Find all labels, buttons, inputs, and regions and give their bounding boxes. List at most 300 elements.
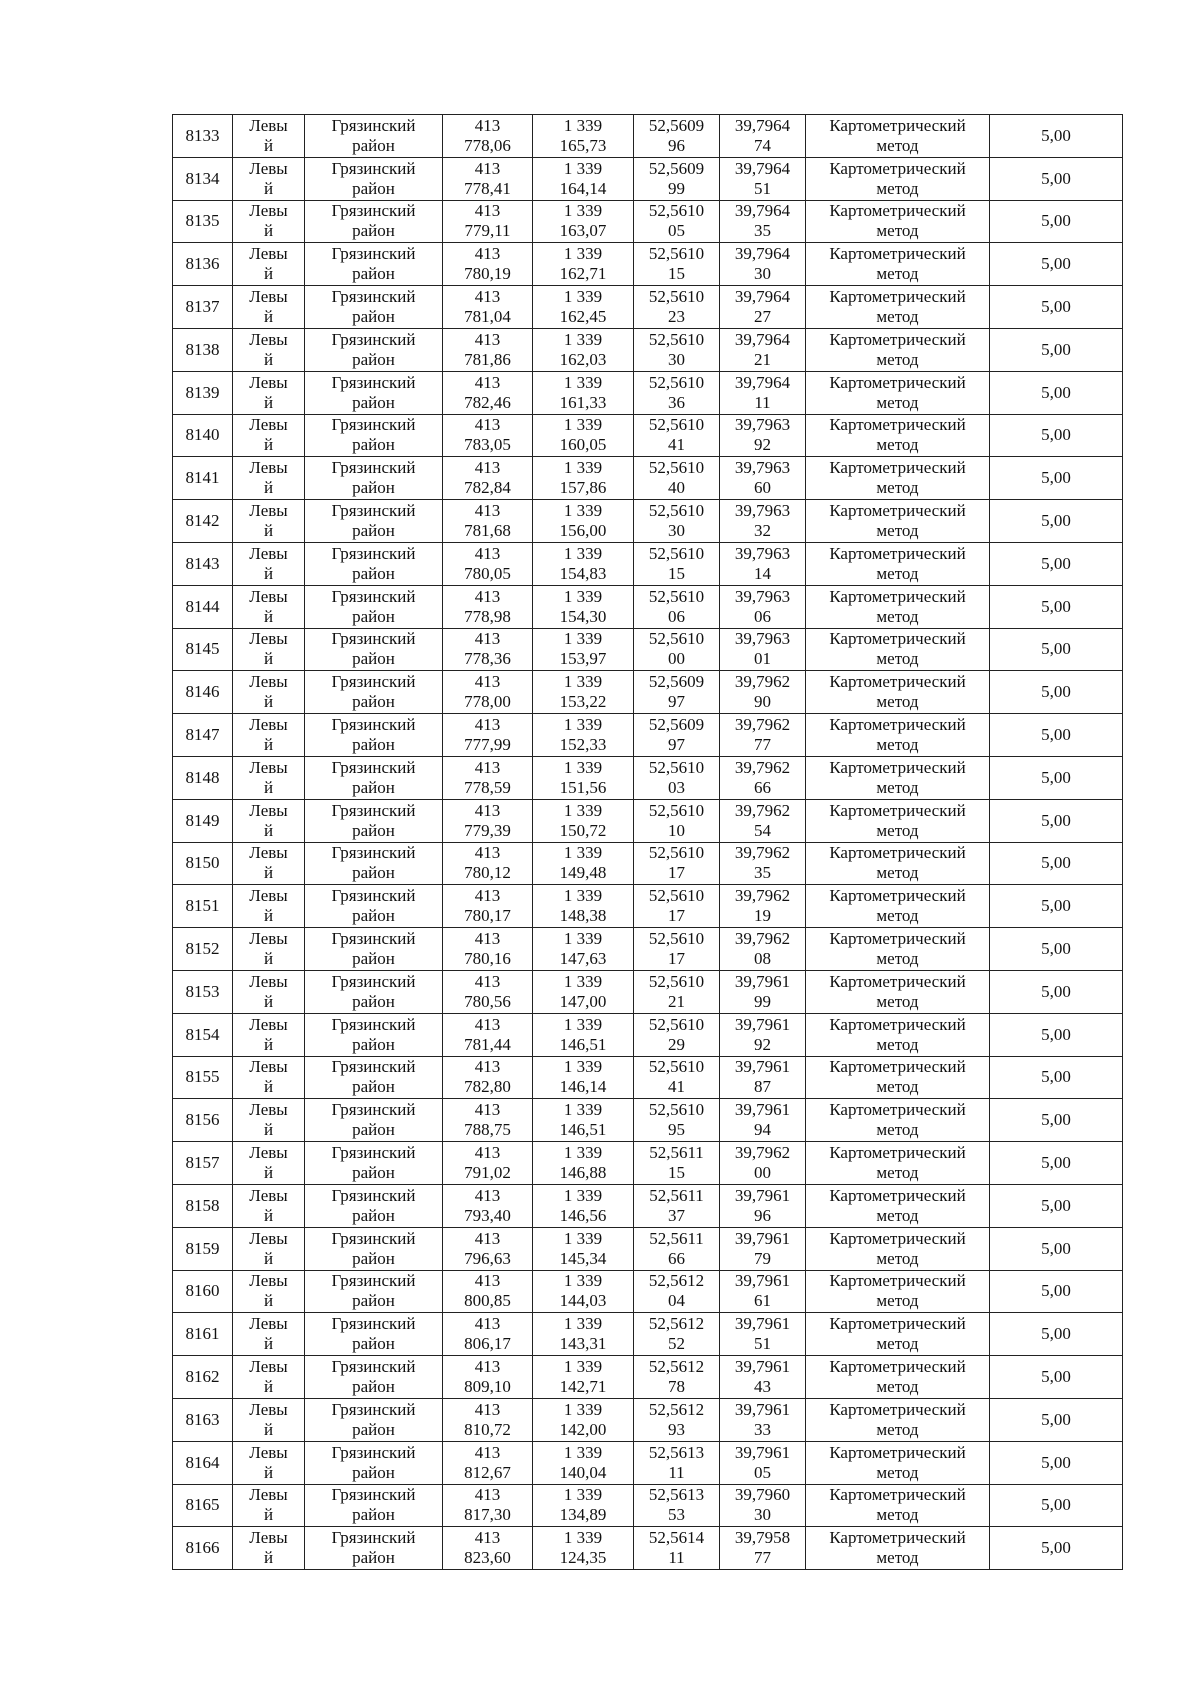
longitude-cell-line: 39,7958 (734, 1528, 791, 1548)
latitude-cell (634, 371, 720, 414)
side-cell-line: Левы (249, 1014, 288, 1034)
longitude-cell-line: 90 (754, 692, 771, 712)
method-cell (806, 799, 990, 842)
accuracy-cell: 5,00 (990, 1356, 1123, 1399)
table-row (173, 1142, 1123, 1185)
side-cell-line: Левы (249, 1143, 288, 1163)
longitude-cell-line: 54 (754, 820, 771, 840)
district-cell-line: район (352, 1505, 395, 1525)
y-coordinate-cell-line: 151,56 (559, 777, 607, 797)
y-coordinate-cell-line: 153,97 (559, 649, 607, 669)
y-coordinate-cell-line: 154,83 (559, 563, 607, 583)
longitude-cell-line: 21 (754, 349, 771, 369)
side-cell-line: й (263, 1291, 274, 1311)
longitude-cell-line: 39,7961 (734, 971, 791, 991)
method-cell (806, 1441, 990, 1484)
x-coordinate-cell (443, 1398, 533, 1441)
method-cell-line: Картометрический (829, 1057, 966, 1077)
latitude-cell-line: 52,5610 (648, 415, 705, 435)
x-coordinate-cell-line: 413 (474, 287, 501, 307)
side-cell (233, 457, 305, 500)
district-cell-line: Грязинский (331, 886, 416, 906)
district-cell-line: Грязинский (331, 629, 416, 649)
latitude-cell-line: 93 (668, 1419, 685, 1439)
side-cell (233, 928, 305, 971)
x-coordinate-cell (443, 500, 533, 543)
latitude-cell-line: 52,5612 (648, 1399, 705, 1419)
method-cell (806, 1227, 990, 1270)
district-cell-line: район (352, 991, 395, 1011)
x-coordinate-cell (443, 371, 533, 414)
latitude-cell-line: 52,5609 (648, 115, 705, 135)
method-cell-line: метод (876, 435, 919, 455)
table-body (173, 115, 1123, 1570)
side-cell-line: й (263, 1462, 274, 1482)
x-coordinate-cell (443, 628, 533, 671)
latitude-cell (634, 157, 720, 200)
latitude-cell-line: 52,5610 (648, 886, 705, 906)
district-cell-line: район (352, 906, 395, 926)
x-coordinate-cell-line: 413 (474, 458, 501, 478)
longitude-cell-line: 39,7961 (734, 1271, 791, 1291)
district-cell (305, 756, 443, 799)
side-cell (233, 286, 305, 329)
x-coordinate-cell-line: 780,17 (464, 906, 511, 926)
point-number-cell: 8158 (173, 1184, 233, 1227)
side-cell (233, 842, 305, 885)
method-cell-line: метод (876, 1462, 919, 1482)
point-number-cell: 8164 (173, 1441, 233, 1484)
accuracy-cell: 5,00 (990, 157, 1123, 200)
longitude-cell-line: 30 (754, 1505, 771, 1525)
longitude-cell-line: 05 (754, 1462, 771, 1482)
method-cell-line: метод (876, 1120, 919, 1140)
x-coordinate-cell-line: 810,72 (464, 1419, 511, 1439)
district-cell-line: Грязинский (331, 372, 416, 392)
y-coordinate-cell-line: 145,34 (559, 1248, 607, 1268)
latitude-cell (634, 1527, 720, 1570)
x-coordinate-cell-line: 413 (474, 1143, 501, 1163)
side-cell (233, 371, 305, 414)
longitude-cell-line: 39,7964 (734, 329, 791, 349)
accuracy-cell: 5,00 (990, 1142, 1123, 1185)
longitude-cell-line: 32 (754, 521, 771, 541)
longitude-cell-line: 77 (754, 1548, 771, 1568)
table-row (173, 1099, 1123, 1142)
accuracy-cell: 5,00 (990, 328, 1123, 371)
longitude-cell-line: 39,7963 (734, 501, 791, 521)
district-cell-line: Грязинский (331, 501, 416, 521)
method-cell-line: метод (876, 349, 919, 369)
latitude-cell-line: 52,5610 (648, 543, 705, 563)
x-coordinate-cell (443, 585, 533, 628)
side-cell (233, 1441, 305, 1484)
longitude-cell-line: 39,7964 (734, 201, 791, 221)
district-cell (305, 714, 443, 757)
side-cell-line: Левы (249, 715, 288, 735)
longitude-cell-line: 00 (754, 1163, 771, 1183)
y-coordinate-cell (533, 457, 634, 500)
y-coordinate-cell-line: 1 339 (563, 115, 603, 135)
latitude-cell-line: 52,5609 (648, 715, 705, 735)
y-coordinate-cell-line: 1 339 (563, 1485, 603, 1505)
latitude-cell-line: 52,5613 (648, 1485, 705, 1505)
x-coordinate-cell-line: 413 (474, 757, 501, 777)
x-coordinate-cell-line: 413 (474, 971, 501, 991)
y-coordinate-cell-line: 124,35 (559, 1548, 607, 1568)
x-coordinate-cell (443, 243, 533, 286)
y-coordinate-cell-line: 142,71 (559, 1377, 607, 1396)
latitude-cell-line: 96 (668, 135, 685, 155)
y-coordinate-cell-line: 1 339 (563, 800, 603, 820)
longitude-cell (720, 1227, 806, 1270)
district-cell (305, 200, 443, 243)
method-cell-line: Картометрический (829, 287, 966, 307)
side-cell-line: Левы (249, 586, 288, 606)
y-coordinate-cell-line: 1 339 (563, 672, 603, 692)
y-coordinate-cell (533, 1184, 634, 1227)
x-coordinate-cell (443, 115, 533, 158)
y-coordinate-cell-line: 1 339 (563, 501, 603, 521)
latitude-cell-line: 10 (668, 820, 685, 840)
point-number-cell: 8146 (173, 671, 233, 714)
longitude-cell-line: 39,7964 (734, 158, 791, 178)
y-coordinate-cell (533, 115, 634, 158)
side-cell-line: Левы (249, 971, 288, 991)
accuracy-cell: 5,00 (990, 671, 1123, 714)
table-row (173, 885, 1123, 928)
accuracy-cell: 5,00 (990, 371, 1123, 414)
y-coordinate-cell-line: 134,89 (559, 1505, 607, 1525)
side-cell-line: Левы (249, 929, 288, 949)
district-cell-line: район (352, 1291, 395, 1311)
side-cell-line: Левы (249, 329, 288, 349)
y-coordinate-cell-line: 153,22 (559, 692, 607, 712)
y-coordinate-cell (533, 1356, 634, 1399)
y-coordinate-cell-line: 152,33 (559, 735, 607, 755)
y-coordinate-cell-line: 1 339 (563, 629, 603, 649)
side-cell-line: Левы (249, 372, 288, 392)
side-cell-line: Левы (249, 1271, 288, 1291)
table-row (173, 243, 1123, 286)
point-number-cell: 8155 (173, 1056, 233, 1099)
latitude-cell-line: 52,5612 (648, 1271, 705, 1291)
latitude-cell-line: 66 (668, 1248, 685, 1268)
district-cell-line: Грязинский (331, 929, 416, 949)
method-cell-line: метод (876, 478, 919, 498)
method-cell-line: Картометрический (829, 115, 966, 135)
longitude-cell-line: 35 (754, 863, 771, 883)
accuracy-cell: 5,00 (990, 1484, 1123, 1527)
y-coordinate-cell-line: 146,56 (559, 1205, 607, 1225)
y-coordinate-cell-line: 160,05 (559, 435, 607, 455)
latitude-cell (634, 115, 720, 158)
method-cell-line: метод (876, 1205, 919, 1225)
method-cell-line: Картометрический (829, 543, 966, 563)
district-cell-line: Грязинский (331, 715, 416, 735)
method-cell-line: метод (876, 1419, 919, 1439)
longitude-cell (720, 1013, 806, 1056)
method-cell (806, 756, 990, 799)
table-row (173, 1398, 1123, 1441)
latitude-cell-line: 41 (668, 435, 685, 455)
latitude-cell-line: 06 (668, 606, 685, 626)
district-cell (305, 500, 443, 543)
table-row (173, 500, 1123, 543)
side-cell (233, 1356, 305, 1399)
latitude-cell-line: 52,5614 (648, 1528, 705, 1548)
district-cell-line: район (352, 392, 395, 412)
latitude-cell (634, 628, 720, 671)
district-cell (305, 928, 443, 971)
method-cell-line: метод (876, 563, 919, 583)
y-coordinate-cell-line: 1 339 (563, 929, 603, 949)
y-coordinate-cell-line: 1 339 (563, 458, 603, 478)
x-coordinate-cell-line: 413 (474, 501, 501, 521)
x-coordinate-cell-line: 780,12 (464, 863, 511, 883)
method-cell-line: Картометрический (829, 1014, 966, 1034)
side-cell (233, 714, 305, 757)
method-cell-line: Картометрический (829, 415, 966, 435)
side-cell (233, 756, 305, 799)
side-cell-line: й (263, 221, 274, 241)
y-coordinate-cell-line: 1 339 (563, 1399, 603, 1419)
district-cell (305, 671, 443, 714)
x-coordinate-cell (443, 885, 533, 928)
district-cell (305, 243, 443, 286)
accuracy-cell: 5,00 (990, 885, 1123, 928)
y-coordinate-cell-line: 1 339 (563, 329, 603, 349)
side-cell-line: й (263, 178, 274, 198)
x-coordinate-cell-line: 782,80 (464, 1077, 511, 1097)
latitude-cell-line: 52,5610 (648, 1100, 705, 1120)
x-coordinate-cell (443, 799, 533, 842)
method-cell-line: метод (876, 863, 919, 883)
accuracy-cell: 5,00 (990, 1184, 1123, 1227)
district-cell (305, 157, 443, 200)
method-cell-line: Картометрический (829, 1314, 966, 1334)
side-cell-line: Левы (249, 843, 288, 863)
point-number-cell: 8160 (173, 1270, 233, 1313)
x-coordinate-cell-line: 809,10 (464, 1377, 511, 1396)
y-coordinate-cell-line: 165,73 (559, 135, 607, 155)
longitude-cell-line: 39,7964 (734, 244, 791, 264)
latitude-cell-line: 97 (668, 735, 685, 755)
district-cell (305, 1056, 443, 1099)
method-cell-line: Картометрический (829, 800, 966, 820)
side-cell (233, 500, 305, 543)
y-coordinate-cell-line: 1 339 (563, 971, 603, 991)
side-cell (233, 1270, 305, 1313)
point-number-cell: 8140 (173, 414, 233, 457)
x-coordinate-cell-line: 413 (474, 1357, 501, 1376)
longitude-cell-line: 39,7963 (734, 629, 791, 649)
y-coordinate-cell (533, 1056, 634, 1099)
latitude-cell (634, 414, 720, 457)
longitude-cell (720, 1484, 806, 1527)
accuracy-cell: 5,00 (990, 542, 1123, 585)
y-coordinate-cell-line: 146,88 (559, 1163, 607, 1183)
x-coordinate-cell-line: 413 (474, 1442, 501, 1462)
side-cell (233, 243, 305, 286)
longitude-cell (720, 371, 806, 414)
method-cell-line: Картометрический (829, 586, 966, 606)
accuracy-cell: 5,00 (990, 1227, 1123, 1270)
district-cell-line: район (352, 863, 395, 883)
accuracy-cell: 5,00 (990, 799, 1123, 842)
y-coordinate-cell-line: 1 339 (563, 1528, 603, 1548)
longitude-cell-line: 39,7961 (734, 1314, 791, 1334)
latitude-cell-line: 17 (668, 949, 685, 969)
y-coordinate-cell-line: 1 339 (563, 372, 603, 392)
longitude-cell-line: 39,7964 (734, 372, 791, 392)
longitude-cell-line: 99 (754, 991, 771, 1011)
method-cell (806, 1270, 990, 1313)
x-coordinate-cell-line: 413 (474, 1185, 501, 1205)
latitude-cell-line: 17 (668, 906, 685, 926)
x-coordinate-cell-line: 783,05 (464, 435, 511, 455)
longitude-cell (720, 1099, 806, 1142)
district-cell (305, 885, 443, 928)
side-cell-line: Левы (249, 800, 288, 820)
latitude-cell (634, 928, 720, 971)
latitude-cell (634, 1356, 720, 1399)
table-row (173, 1270, 1123, 1313)
method-cell-line: Картометрический (829, 1442, 966, 1462)
side-cell-line: й (263, 307, 274, 327)
accuracy-cell: 5,00 (990, 1270, 1123, 1313)
longitude-cell (720, 970, 806, 1013)
latitude-cell-line: 03 (668, 777, 685, 797)
method-cell-line: метод (876, 1548, 919, 1568)
district-cell-line: Грязинский (331, 1143, 416, 1163)
latitude-cell-line: 36 (668, 392, 685, 412)
district-cell-line: Грязинский (331, 1185, 416, 1205)
accuracy-cell: 5,00 (990, 756, 1123, 799)
longitude-cell-line: 74 (754, 135, 771, 155)
y-coordinate-cell-line: 1 339 (563, 287, 603, 307)
y-coordinate-cell (533, 286, 634, 329)
latitude-cell (634, 1270, 720, 1313)
y-coordinate-cell-line: 1 339 (563, 1014, 603, 1034)
district-cell-line: район (352, 1462, 395, 1482)
side-cell (233, 1527, 305, 1570)
method-cell-line: метод (876, 221, 919, 241)
latitude-cell-line: 15 (668, 264, 685, 284)
side-cell-line: й (263, 1548, 274, 1568)
longitude-cell-line: 94 (754, 1120, 771, 1140)
longitude-cell-line: 39,7962 (734, 800, 791, 820)
longitude-cell-line: 14 (754, 563, 771, 583)
x-coordinate-cell-line: 413 (474, 586, 501, 606)
district-cell (305, 328, 443, 371)
longitude-cell (720, 328, 806, 371)
side-cell-line: й (263, 1205, 274, 1225)
latitude-cell-line: 97 (668, 692, 685, 712)
side-cell-line: Левы (249, 415, 288, 435)
method-cell-line: Картометрический (829, 244, 966, 264)
y-coordinate-cell (533, 1013, 634, 1056)
longitude-cell-line: 60 (754, 478, 771, 498)
latitude-cell-line: 52,5610 (648, 757, 705, 777)
x-coordinate-cell-line: 413 (474, 1314, 501, 1334)
latitude-cell-line: 52,5610 (648, 244, 705, 264)
y-coordinate-cell-line: 1 339 (563, 586, 603, 606)
y-coordinate-cell-line: 162,71 (559, 264, 607, 284)
x-coordinate-cell-line: 780,05 (464, 563, 511, 583)
side-cell-line: Левы (249, 501, 288, 521)
y-coordinate-cell (533, 970, 634, 1013)
x-coordinate-cell-line: 800,85 (464, 1291, 511, 1311)
latitude-cell-line: 52,5610 (648, 1057, 705, 1077)
district-cell-line: район (352, 307, 395, 327)
x-coordinate-cell-line: 781,04 (464, 307, 511, 327)
table-row (173, 928, 1123, 971)
point-number-cell: 8144 (173, 585, 233, 628)
method-cell-line: Картометрический (829, 929, 966, 949)
y-coordinate-cell-line: 1 339 (563, 415, 603, 435)
latitude-cell-line: 78 (668, 1377, 685, 1396)
method-cell-line: Картометрический (829, 629, 966, 649)
latitude-cell (634, 842, 720, 885)
longitude-cell (720, 1270, 806, 1313)
side-cell-line: й (263, 1077, 274, 1097)
district-cell-line: район (352, 135, 395, 155)
accuracy-cell: 5,00 (990, 1527, 1123, 1570)
district-cell-line: район (352, 1377, 395, 1396)
x-coordinate-cell (443, 1313, 533, 1356)
method-cell-line: метод (876, 1163, 919, 1183)
point-number-cell: 8161 (173, 1313, 233, 1356)
x-coordinate-cell-line: 778,36 (464, 649, 511, 669)
accuracy-cell: 5,00 (990, 243, 1123, 286)
latitude-cell-line: 21 (668, 991, 685, 1011)
x-coordinate-cell (443, 1527, 533, 1570)
x-coordinate-cell (443, 1356, 533, 1399)
x-coordinate-cell-line: 413 (474, 843, 501, 863)
point-number-cell: 8154 (173, 1013, 233, 1056)
longitude-cell (720, 243, 806, 286)
method-cell-line: метод (876, 1377, 919, 1396)
longitude-cell-line: 39,7962 (734, 672, 791, 692)
latitude-cell (634, 500, 720, 543)
method-cell (806, 1398, 990, 1441)
longitude-cell-line: 39,7961 (734, 1014, 791, 1034)
x-coordinate-cell (443, 1099, 533, 1142)
latitude-cell (634, 1398, 720, 1441)
table-row (173, 671, 1123, 714)
latitude-cell-line: 11 (668, 1548, 685, 1568)
district-cell-line: Грязинский (331, 543, 416, 563)
longitude-cell-line: 39,7962 (734, 886, 791, 906)
side-cell-line: Левы (249, 1357, 288, 1376)
latitude-cell-line: 15 (668, 563, 685, 583)
longitude-cell-line: 39,7961 (734, 1357, 791, 1376)
latitude-cell-line: 52,5610 (648, 971, 705, 991)
y-coordinate-cell-line: 1 339 (563, 757, 603, 777)
method-cell-line: метод (876, 1034, 919, 1054)
longitude-cell-line: 39,7963 (734, 458, 791, 478)
district-cell-line: Грязинский (331, 1057, 416, 1077)
district-cell-line: Грязинский (331, 158, 416, 178)
longitude-cell-line: 39,7963 (734, 586, 791, 606)
point-number-cell: 8133 (173, 115, 233, 158)
accuracy-cell: 5,00 (990, 414, 1123, 457)
point-number-cell: 8148 (173, 756, 233, 799)
latitude-cell (634, 1013, 720, 1056)
x-coordinate-cell-line: 778,41 (464, 178, 511, 198)
longitude-cell (720, 1527, 806, 1570)
